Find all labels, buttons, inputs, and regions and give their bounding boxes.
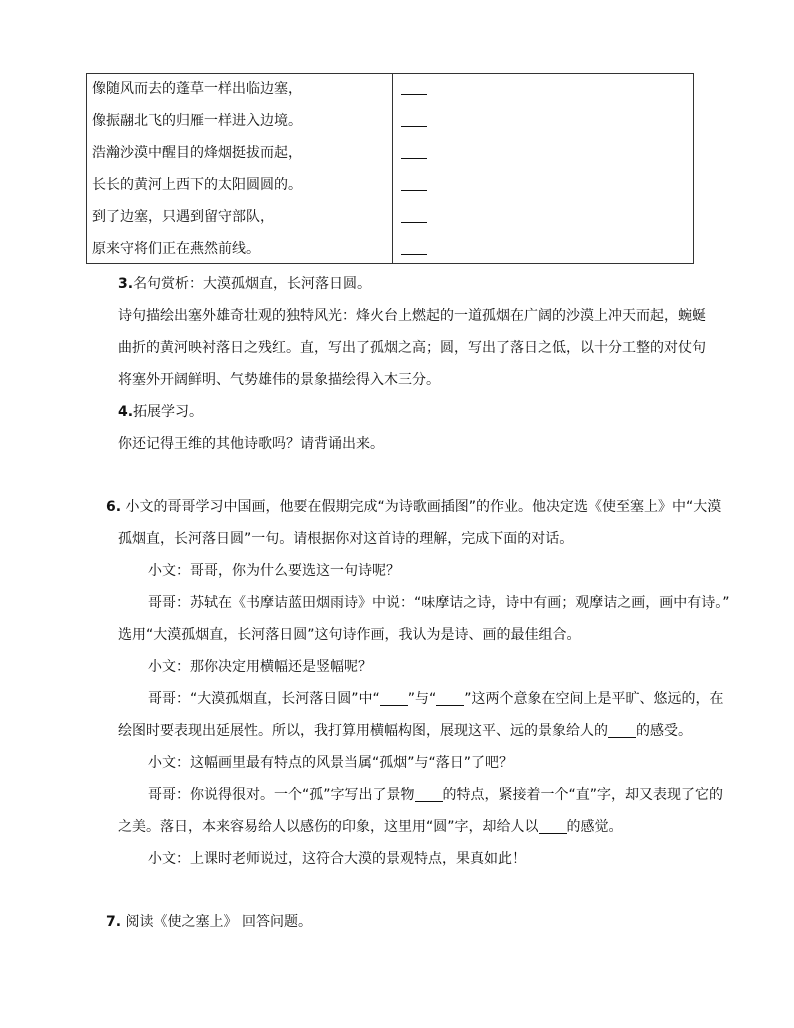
section-3-heading: [118, 273, 371, 293]
table-row: [87, 202, 693, 234]
question-text: 孤烟直，长河落日圆”一句。请根据你对这首诗的理解，完成下面的对话。: [118, 531, 574, 547]
table-cell-text: 像振翮北飞的归雁一样进入边境。: [92, 113, 302, 129]
text-segment: 哥哥：你说得很对。一个“孤”字写出了景物: [148, 787, 415, 803]
question-number: 6.: [106, 499, 122, 515]
text-segment: ”这两个意象在空间上是平旷、悠远的，在: [464, 691, 724, 707]
section-number: 3.: [118, 276, 134, 292]
dialogue-line: 小文：这幅画里最有特点的风景当属“孤烟”与“落日”了吧？: [148, 755, 514, 771]
paragraph-line: 诗句描绘出塞外雄奇壮观的独特风光：烽火台上燃起的一道孤烟在广阔的沙漠上冲天而起，蜿蜒: [118, 308, 706, 324]
table-cell-text: 到了边塞，只遇到留守部队，: [92, 209, 274, 225]
section-4-heading: [118, 401, 203, 421]
table-cell-text: 浩瀚沙漠中醒目的烽烟挺拔而起，: [92, 145, 302, 161]
answer-blank[interactable]: [401, 94, 427, 95]
dialogue-line: [118, 816, 623, 836]
section-title: 拓展学习。: [133, 404, 204, 420]
fill-blank[interactable]: [436, 691, 464, 706]
table-row: [87, 74, 693, 106]
paragraph-line: 你还记得王维的其他诗歌吗？请背诵出来。: [118, 436, 384, 452]
section-number: 4.: [118, 404, 134, 420]
table-row: [87, 138, 693, 170]
question-7-line: [106, 911, 312, 931]
dialogue-line: [148, 688, 724, 708]
text-segment: 的感觉。: [566, 819, 623, 835]
fill-blank[interactable]: [380, 691, 408, 706]
answer-blank[interactable]: [401, 158, 427, 159]
dialogue-line: 哥哥：苏轼在《书摩诘蓝田烟雨诗》中说：“味摩诘之诗，诗中有画；观摩诘之画，画中有诗。”: [148, 595, 730, 611]
section-title: 名句赏析：大漠孤烟直，长河落日圆。: [133, 276, 372, 292]
table-row: [87, 170, 693, 202]
dialogue-line: 小文：哥哥，你为什么要选这一句诗呢？: [148, 563, 400, 579]
paragraph-line: 将塞外开阔鲜明、气势雄伟的景象描绘得入木三分。: [118, 372, 440, 388]
fill-blank[interactable]: [415, 787, 443, 802]
text-segment: 绘图时要表现出延展性。所以，我打算用横幅构图，展现这平、远的景象给人的: [118, 723, 608, 739]
dialogue-line: 小文：上课时老师说过，这符合大漠的景观特点，果真如此！: [148, 851, 526, 867]
table-row: [87, 234, 693, 266]
answer-blank[interactable]: [401, 126, 427, 127]
question-text: 阅读《使之塞上》 回答问题。: [125, 914, 312, 930]
translation-table: [86, 73, 694, 264]
question-6-line: [106, 496, 721, 516]
dialogue-line: [148, 784, 723, 804]
text-segment: 的特点，紧接着一个“直”字，却又表现了它的: [442, 787, 724, 803]
text-segment: 之美。落日，本来容易给人以感伤的印象，这里用“圆”字，却给人以: [118, 819, 539, 835]
answer-blank[interactable]: [401, 254, 427, 255]
text-segment: 哥哥：“大漠孤烟直，长河落日圆”中“: [148, 691, 380, 707]
text-segment: ”与“: [407, 691, 437, 707]
table-cell-text: 原来守将们正在燕然前线。: [92, 241, 260, 257]
dialogue-line: 选用“大漠孤烟直，长河落日圆”这句诗作画，我认为是诗、画的最佳组合。: [118, 627, 581, 643]
answer-blank[interactable]: [401, 190, 427, 191]
fill-blank[interactable]: [608, 723, 636, 738]
text-segment: 的感受。: [636, 723, 692, 739]
dialogue-line: [118, 720, 692, 740]
question-number: 7.: [106, 914, 122, 930]
table-cell-text: 长长的黄河上西下的太阳圆圆的。: [92, 177, 302, 193]
paragraph-line: 曲折的黄河映衬落日之残红。直，写出了孤烟之高；圆，写出了落日之低，以十分工整的对仗句: [118, 340, 706, 356]
table-row: [87, 106, 693, 138]
dialogue-line: 小文：那你决定用横幅还是竖幅呢？: [148, 659, 372, 675]
table-cell-text: 像随风而去的蓬草一样出临边塞，: [92, 81, 302, 97]
fill-blank[interactable]: [539, 819, 567, 834]
question-text: 小文的哥哥学习中国画，他要在假期完成“为诗歌画插图”的作业。他决定选《使至塞上》中“大漠: [125, 499, 722, 515]
answer-blank[interactable]: [401, 222, 427, 223]
